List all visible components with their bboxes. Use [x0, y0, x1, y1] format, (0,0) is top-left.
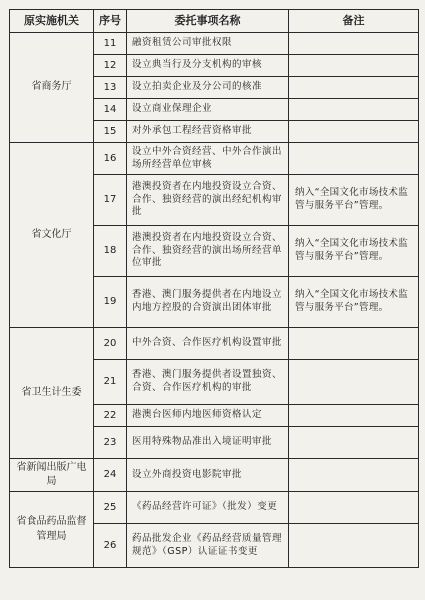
item-name: 医用特殊物品准出入境证明审批: [127, 427, 289, 459]
item-name: 设立中外合资经营、中外合作演出场所经营单位审核: [127, 143, 289, 175]
table-row: [10, 492, 419, 524]
row-number: 21: [94, 360, 127, 405]
item-note: [289, 33, 419, 55]
item-note: [289, 459, 419, 492]
org-cell: 省卫生计生委: [10, 328, 94, 459]
row-number: 26: [94, 524, 127, 568]
row-number: 18: [94, 226, 127, 277]
item-name: 设立外商投资电影院审批: [127, 459, 289, 492]
item-note: [289, 143, 419, 175]
item-name: 融资租赁公司审批权限: [127, 33, 289, 55]
row-number: 13: [94, 77, 127, 99]
table-row: [10, 33, 419, 55]
item-note: 纳入“全国文化市场技术监管与服务平台”管理。: [289, 226, 419, 277]
delegation-table: [9, 9, 419, 568]
item-name: 药品批发企业《药品经营质量管理规范》（GSP）认证证书变更: [127, 524, 289, 568]
row-number: 15: [94, 121, 127, 143]
org-cell: 省食品药品监督管理局: [10, 492, 94, 568]
item-note: [289, 99, 419, 121]
row-number: 23: [94, 427, 127, 459]
item-note: [289, 121, 419, 143]
item-name: 港澳投资者在内地投资设立合资、合作、独资经营的演出经纪机构审批: [127, 175, 289, 226]
item-name: 港澳投资者在内地投资设立合资、合作、独资经营的演出场所经营单位审批: [127, 226, 289, 277]
table-row: [10, 143, 419, 175]
row-number: 24: [94, 459, 127, 492]
table-row: [10, 328, 419, 360]
row-number: 16: [94, 143, 127, 175]
item-note: 纳入“全国文化市场技术监管与服务平台”管理。: [289, 277, 419, 328]
item-note: [289, 360, 419, 405]
item-note: [289, 524, 419, 568]
row-number: 19: [94, 277, 127, 328]
item-note: 纳入“全国文化市场技术监管与服务平台”管理。: [289, 175, 419, 226]
org-cell: 省商务厅: [10, 33, 94, 143]
item-name: 港澳台医师内地医师资格认定: [127, 405, 289, 427]
header-org: 原实施机关: [10, 10, 94, 33]
header-note: 备注: [289, 10, 419, 33]
org-cell: 省文化厅: [10, 143, 94, 328]
item-name: 设立拍卖企业及分公司的核准: [127, 77, 289, 99]
item-name: 《药品经营许可证》（批发）变更: [127, 492, 289, 524]
header-row: [10, 10, 419, 33]
header-item: 委托事项名称: [127, 10, 289, 33]
item-note: [289, 77, 419, 99]
row-number: 11: [94, 33, 127, 55]
org-cell: 省新闻出版广电局: [10, 459, 94, 492]
item-note: [289, 492, 419, 524]
item-name: 对外承包工程经营资格审批: [127, 121, 289, 143]
item-name: 香港、澳门服务提供者设置独资、合资、合作医疗机构的审批: [127, 360, 289, 405]
item-name: 中外合资、合作医疗机构设置审批: [127, 328, 289, 360]
header-num: 序号: [94, 10, 127, 33]
row-number: 20: [94, 328, 127, 360]
row-number: 17: [94, 175, 127, 226]
item-name: 香港、澳门服务提供者在内地设立内地方控股的合资演出团体审批: [127, 277, 289, 328]
row-number: 12: [94, 55, 127, 77]
item-note: [289, 328, 419, 360]
item-note: [289, 55, 419, 77]
row-number: 22: [94, 405, 127, 427]
item-name: 设立典当行及分支机构的审核: [127, 55, 289, 77]
row-number: 25: [94, 492, 127, 524]
item-name: 设立商业保理企业: [127, 99, 289, 121]
table-row: [10, 459, 419, 492]
item-note: [289, 427, 419, 459]
row-number: 14: [94, 99, 127, 121]
item-note: [289, 405, 419, 427]
